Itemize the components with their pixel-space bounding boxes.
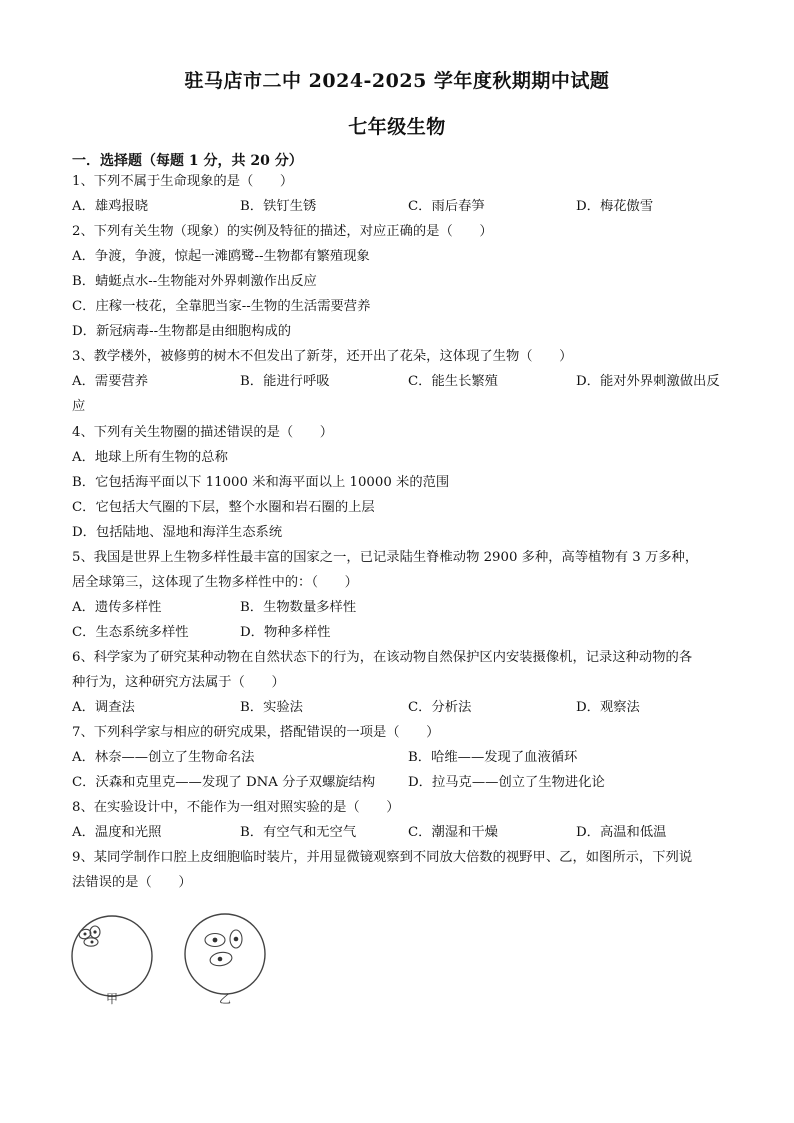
question-5-option-a: A．遗传多样性 <box>72 600 162 615</box>
question-6-stem-continued: 种行为，这种研究方法属于（ ） <box>72 675 285 690</box>
question-2-stem: 2、下列有关生物（现象）的实例及特征的描述，对应正确的是（ ） <box>72 224 493 239</box>
question-9-stem-continued: 法错误的是（ ） <box>72 875 192 890</box>
question-6-option-a: A．调查法 <box>72 700 135 715</box>
figure-label-jia: 甲 <box>106 992 119 1006</box>
question-4-option-b: B．它包括海平面以下 11000 米和海平面以上 10000 米的范围 <box>72 475 450 490</box>
question-4-stem: 4、下列有关生物圈的描述错误的是（ ） <box>72 425 334 440</box>
question-8-option-b: B．有空气和无空气 <box>240 825 357 840</box>
question-3-option-b: B．能进行呼吸 <box>240 374 330 389</box>
question-6-option-d: D．观察法 <box>576 700 640 715</box>
question-7-option-b: B．哈维——发现了血液循环 <box>408 750 578 765</box>
question-2-option-b: B．蜻蜓点水--生物能对外界刺激作出反应 <box>72 274 317 289</box>
question-1-option-c: C．雨后春笋 <box>408 199 485 214</box>
question-1-stem: 1、下列不属于生命现象的是（ ） <box>72 174 294 189</box>
question-3-stem: 3、教学楼外，被修剪的树木不但发出了新芽，还开出了花朵，这体现了生物（ ） <box>72 349 573 364</box>
figure-label-yi: 乙 <box>219 992 232 1006</box>
question-4-option-c: C．它包括大气圈的下层，整个水圈和岩石圈的上层 <box>72 500 375 515</box>
field-jia-circle <box>72 916 152 996</box>
question-1-option-a: A．雄鸡报晓 <box>72 199 149 214</box>
question-5-stem-continued: 居全球第三，这体现了生物多样性中的：（ ） <box>72 575 358 590</box>
question-7-option-d: D．拉马克——创立了生物进化论 <box>408 775 605 790</box>
question-5-option-c: C．生态系统多样性 <box>72 625 189 640</box>
question-8-option-a: A．温度和光照 <box>72 825 162 840</box>
question-8-stem: 8、在实验设计中，不能作为一组对照实验的是（ ） <box>72 800 400 815</box>
question-2-option-a: A．争渡，争渡，惊起一滩鸥鹭--生物都有繁殖现象 <box>72 249 370 264</box>
question-5-option-d: D．物种多样性 <box>240 625 331 640</box>
question-3-option-d: D．能对外界刺激做出反 <box>576 374 720 389</box>
question-7-option-c: C．沃森和克里克——发现了 DNA 分子双螺旋结构 <box>72 775 376 790</box>
question-7-option-a: A．林奈——创立了生物命名法 <box>72 750 255 765</box>
question-3-option-a: A．需要营养 <box>72 374 149 389</box>
question-6-stem: 6、科学家为了研究某种动物在自然状态下的行为，在该动物自然保护区内安装摄像机，记录这种动物的各 <box>72 650 693 665</box>
question-6-option-b: B．实验法 <box>240 700 303 715</box>
section-heading: 一．选择题（每题 1 分，共 20 分） <box>72 153 303 169</box>
question-5-stem: 5、我国是世界上生物多样性最丰富的国家之一，已记录陆生脊椎动物 2900 多种，高等植物有 3 万多种， <box>72 550 699 565</box>
question-2-option-d: D．新冠病毒--生物都是由细胞构成的 <box>72 324 292 339</box>
question-9-stem: 9、某同学制作口腔上皮细胞临时装片，并用显微镜观察到不同放大倍数的视野甲、乙，如图所示，下列说 <box>72 850 693 865</box>
question-2-option-c: C．庄稼一枝花，全靠肥当家--生物的生活需要营养 <box>72 299 371 314</box>
question-4-option-d: D．包括陆地、湿地和海洋生态系统 <box>72 525 283 540</box>
exam-title: 驻马店市二中 2024-2025 学年度秋期期中试题 <box>184 70 610 92</box>
question-7-stem: 7、下列科学家与相应的研究成果，搭配错误的一项是（ ） <box>72 725 440 740</box>
question-6-option-c: C．分析法 <box>408 700 472 715</box>
question-5-option-b: B．生物数量多样性 <box>240 600 357 615</box>
microscope-fields-drawing <box>66 906 286 1010</box>
exam-subtitle: 七年级生物 <box>348 116 446 138</box>
field-yi-circle <box>185 914 265 994</box>
question-8-option-d: D．高温和低温 <box>576 825 667 840</box>
question-8-option-c: C．潮湿和干燥 <box>408 825 498 840</box>
question-3-option-c: C．能生长繁殖 <box>408 374 498 389</box>
microscope-fields-figure <box>66 906 286 1010</box>
question-4-option-a: A．地球上所有生物的总称 <box>72 450 228 465</box>
question-3-option-d-continued: 应 <box>72 399 86 414</box>
question-1-option-b: B．铁钉生锈 <box>240 199 317 214</box>
field-yi-cells <box>205 930 242 967</box>
field-jia-cells <box>78 926 100 946</box>
question-1-option-d: D．梅花傲雪 <box>576 199 654 214</box>
